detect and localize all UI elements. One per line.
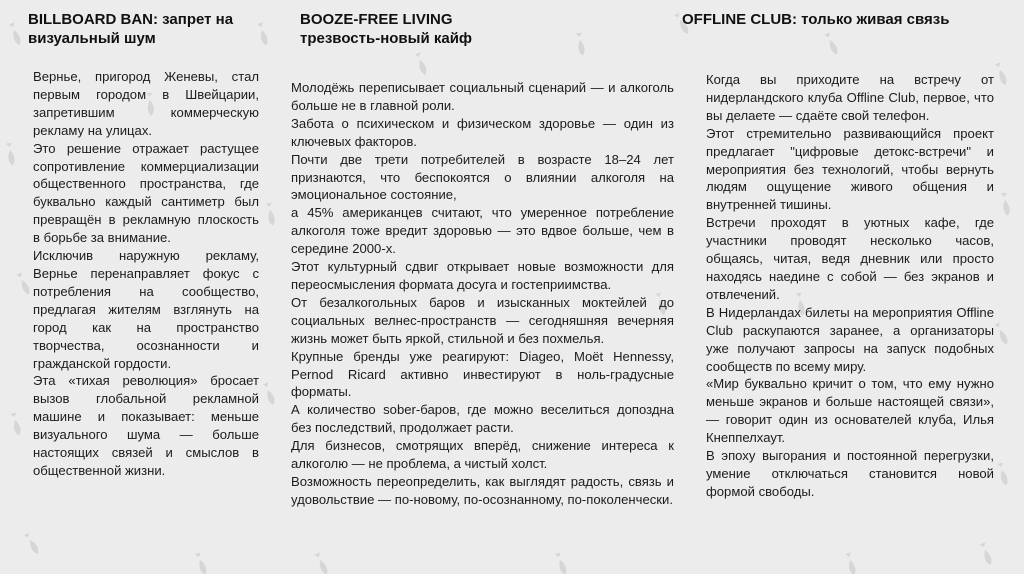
paragraph: «Мир буквально кричит о том, что ему нужно меньше экранов и больше настоящей связи», — говорит один из основателей клуба, Илья Кнеппелхаут. [706,376,994,446]
paragraph: Когда вы приходите на встречу от нидерландского клуба Offline Club, первое, что вы делаете — сдаёте свой телефон. [706,72,994,123]
paragraph: Для бизнесов, смотрящих вперёд, снижение интереса к алкоголю — не проблема, а чистый холст. [291,438,674,472]
column-heading [682,10,982,29]
paragraph: а 45% американцев считают, что умеренное потребление алкоголя тоже вредит здоровью — это вдвое больше, чем в середине 2000-х. [291,205,674,257]
paragraph: Почти две трети потребителей в возрасте 18–24 лет признаются, что беспокоятся о влиянии алкоголя на эмоциональное состояние, [291,151,674,203]
paragraph: Исключив наружную рекламу, Вернье перенаправляет фокус с потребления на сообщество, предлагая жителям взглянуть на город как на пространство творчества, осознанности и гражданской гордости. [33,248,259,371]
heading-bold: BILLBOARD BAN: [28,11,158,28]
paragraph: Это решение отражает растущее сопротивление коммерциализации общественного пространства, где буквально каждый сантиметр был превращён в рекламную плоскость в борьбе за внимание. [33,140,259,246]
heading-rest: трезвость-новый кайф [300,30,473,47]
heading-rest: только живая связь [801,11,950,28]
column-offline-club [682,10,982,29]
column-text [706,71,994,501]
heading-bold: BOOZE-FREE LIVING [300,11,453,28]
paragraph: В эпоху выгорания и постоянной перегрузки, умение отключаться становится новой формой свободы. [706,448,994,499]
heading-bold: OFFLINE CLUB: [682,11,797,28]
paragraph: Забота о психическом и физическом здоровье — один из ключевых факторов. [291,115,674,149]
paragraph: Этот стремительно развивающийся проект предлагает "цифровые детокс-встречи" и мероприятия без технологий, чтобы вернуть людям ощущение живого общения и внутренней тишины. [706,125,994,213]
column-booze-free [300,10,560,48]
column-billboard-ban [28,10,268,48]
paragraph: Крупные бренды уже реагируют: Diageo, Moët Hennessy, Pernod Ricard активно инвестируют в ноль-градусные форматы. [291,348,674,400]
column-heading [28,10,268,48]
paragraph: Эта «тихая революция» бросает вызов глобальной рекламной машине и показывает: меньше визуального шума — больше настоящих связей и смыслов в общественной жизни. [33,373,259,478]
paragraph: Этот культурный сдвиг открывает новые возможности для переосмысления формата досуга и гостеприимства. [291,259,674,292]
paragraph: Молодёжь переписывает социальный сценарий — и алкоголь больше не в главной роли. [291,80,674,113]
paragraph: Встречи проходят в уютных кафе, где участники проводят несколько часов, общаясь, читая, ведя дневник или просто находясь наедине с собой — без экранов и отвлечений. [706,215,994,302]
paragraph: Вернье, пригород Женевы, стал первым городом в Швейцарии, запретившим коммерческую рекламу на улицах. [33,69,259,138]
column-text [33,68,259,480]
heading-rest: запрет на визуальный шум [28,11,234,47]
paragraph: От безалкогольных баров и изысканных моктейлей до социальных велнес-пространств — сегодняшняя вечерняя жизнь может быть яркой, стильной и без похмелья. [291,294,674,346]
paragraph: В Нидерландах билеты на мероприятия Offline Club раскупаются заранее, а организаторы уже получают запросы на запуск подобных сообществ по всему миру. [706,304,994,374]
paragraph: А количество sober-баров, где можно веселиться допоздна без последствий, продолжает расти. [291,402,674,436]
paragraph: Возможность переопределить, как выглядят радость, связь и удовольствие — по-новому, по-осознанному, по-поколенчески. [291,473,674,507]
column-text [291,79,674,509]
column-heading [300,10,560,48]
